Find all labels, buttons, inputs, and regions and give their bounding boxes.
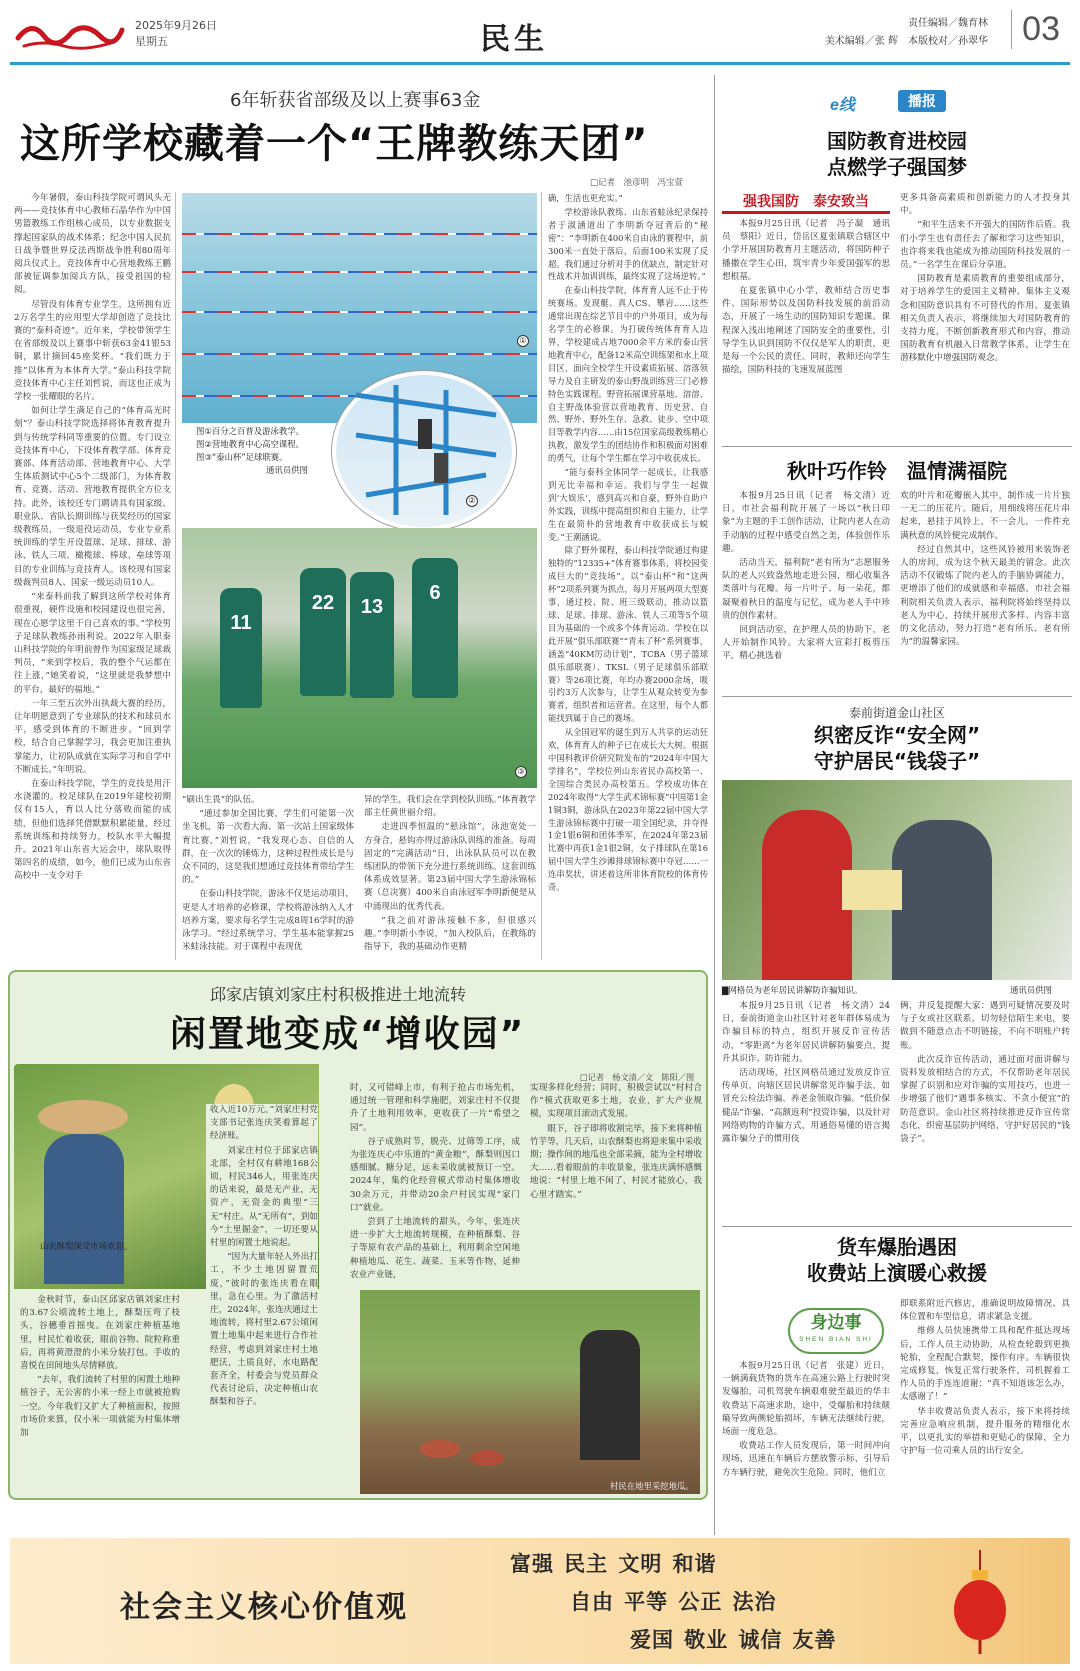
autumn-title: 秋叶巧作铃 温情满福院 [787, 459, 1007, 483]
player-4: 6 [412, 558, 458, 698]
rural-column-1-text: 收入近10万元。”刘家庄村党支部书记张连庆笑着算起了经济账。 刘家庄村位于邱家店镇北部，全村仅有耕地168公顷，村民346人，用张连庆的话来说，最是无产业，无资产，无资金的典型“三无”村庄。从“无所有”，到如今“土里掘金”，一切还要从村里的闲置土地说起。 “因为大量年轻人外出打工，不少土地因留置荒废，”彼时的张连庆看在眼里，急在心里。为了激活村庄，2024年，张连庆通过土地流转，将村里2.67公顷闲置土地集中起来进行合作社经营，考虑到刘家庄村土地肥沃，土质良好，水电路配套齐全，村委会与党员群众代表讨论后，决定种植山农酥梨和谷子。 [206, 1104, 318, 1289]
rural-title: 闲置地变成“增收园” [170, 1014, 526, 1055]
rural-byline: □记者 杨文清／文 陈阳／图 [580, 1072, 695, 1082]
truck-column-2: 即联系附近汽修店，准确说明故障情况、具体位置和车型信息，请求紧急支援。 维修人员快速携带工具和配件抵达现场后，工作人员主动协助，从检查轮毂到更换轮胎，全程配合默契，操作有序。车辆很快完成修复，恢复正常行驶条件，司机握着工作人员的手连连道谢：“真不知道该怎么办，太感谢了！” 华丰收费站负责人表示，接下来将持续完善应急响应机制，提升服务的精细化水平，以更扎实的举措和更贴心的保障，全力守护每一位司乘人员的出行安全。 [900, 1299, 1070, 1457]
photo-marker-3: ③ [515, 766, 527, 778]
section-name: 民生 [480, 22, 548, 57]
editor-line-2: 美术编辑／张 辉 本版校对／孙翠华 [824, 36, 988, 47]
autumn-column-2: 欢的叶片和花瓣嵌入其中，制作成一片片独一无二的压花片。随后，用细线将压花片串起来，悬挂于风铃上，不一会儿，一件件充满秋意的风铃便完成制作。 经过自然其中，这些风铃被用来装饰老人的房间，成为这个秋天最美的留念。此次活动不仅锻炼了院内老人的手脑协调能力，更增添了他们的成就感和幸福感。市社会福利院相关负责人表示，福利院将始终坚持以老人为中心，持续开展形式多样、内容丰富的文化活动，努力打造“老有所乐、老有所为”的温馨家园。 [900, 491, 1070, 648]
e-line-label: e线 [830, 97, 855, 114]
divider [722, 1226, 1072, 1227]
lantern-emblem-svg [950, 1550, 1010, 1654]
defense-banner: 强我国防 泰安致当 [722, 190, 890, 214]
lead-byline: □记者 池彦明 冯宝萱 [590, 178, 684, 188]
rural-column-3: 时，又可错峰上市，有利于抢占市场先机，通过统一管理和科学施肥，刘家庄村不仅提升了土地利用效率，更收获了一片“希望之园”。 谷子成熟时节，脱壳、过筛等工序，成为张连庆心中乐道的“黄金粮”，酥梨则因口感细腻、糖分足，远未采收就被预订一空。2024年，集约化经营模式带动村集体增收30余万元，并带动20余户村民实现“家门口”就业。 尝到了土地流转的甜头，今年，张连庆进一步扩大土地流转规模，在种植酥梨、谷子等原有农产品的基础上，利用剩余空闲地种植地瓜、花生、蔬菜、玉米等作物，延伸农业产业链， [350, 1083, 520, 1280]
divider [722, 446, 1072, 447]
issue-date: 2025年9月26日 [135, 19, 217, 32]
badge-pinyin: SHEN BIAN SHI [799, 1336, 873, 1343]
issue-weekday: 星期五 [135, 35, 168, 48]
page-number: 03 [1011, 10, 1060, 49]
photo-marker-1: ① [517, 335, 529, 347]
values-row-2: 自由 平等 公正 法治 [570, 1590, 777, 1614]
photo-high-ropes [332, 371, 516, 531]
sweet-potato [420, 1440, 460, 1458]
villager [580, 1330, 640, 1460]
lead-column-1: 今年暑假，泰山科技学院可谓风头无两——竞技体育中心教师石晶华作为中国男篮教练工作组核心成员，以专业数据支撑起国家队的战术体系；纪念中国人民抗日战争暨世界反法西斯战争胜利80周年阅兵仪式上，竞技体育中心营地教练王鹏部被征调参加阅兵方队，接受祖国的检阅。 尽管没有体育专业学生，这所拥有近2万名学生的应用型大学却创造了竞技比赛的“泰科奇迹”。近年来，学校带领学生在省部级及以上赛事中斩获63金41银53铜，累计摘回45座奖杯。“我们既力于推”以体育为本体育大学。”泰山科技学院竞技体育中心主任刘哲说，而这也正成为学校一张耀眼的名片。 如何让学生满足自己的“体育高光时刻”？泰山科技学院选择将体育教育提升到与传统学科同等重要的位置。专门设立竞技体育中心，下设体育教学部、体育竞赛部、体育活动部、营地教育中心、大学生体质测试中心5个二级部门，为体育教育、竞赛、活动、营地教育提供全方位支持。此外，该校还专门聘请具有国家级、职业队、省队长期训练与获奖经历的国家级教练员，一级退役运动员，专业专业系统训练的学生开设篮球、足球、排球、游泳、铁人三项、橄榄球、棒球、垒球等项目的专业训练与竞技育人。该校现有国家级裁判员8人、国家一级运动员10人。 “来泰科前我了解到这所学校对体育很重视，硬件设施和校园建设也很完善，现在心愿学这里干自己喜欢的事。”学校男子足球队教练孙雨利说。2022年入职泰山科技学院的年明前曾作为国家级足球裁判员，“来到学校后，我的整个气运都在往上涨，”她笑着说，“这里就是我梦想中的平台，最好的福地。” 一年三至五次外出执裁大赛的经历，让年明愿意到了专业球队的技术和球员水平，感受到体育的不断进步。“回到学校，结合自己掌握学习，我会更加注重执掌能力，让初队成就在实际学习和自学中不断成长。”年明说。 在泰山科技学院，学生的竞技是用汗水浇灌的。校足球队在2019年建校初期仅有15人，育以人比分落败而能的成绩，但他们选择凭借默默积累能量，经过系统训练和持续努力，校队水平大幅提升。2021年山东省大运会中，球队取得第四名的成绩，如今，他们已成为山东省高校中一支令对手 [14, 193, 171, 882]
rural-kicker: 邱家店镇刘家庄村积极推进土地流转 [210, 985, 467, 1004]
beside-you-badge [788, 1308, 884, 1354]
autumn-column-1: 本报9月25日讯（记者 杨文清）近日，市社会福利院开展了一场以“秋日印象”为主题的手工创作活动，让院内老人在动手动脑的过程中感受自然之美，体验创作乐趣。 活动当天，福利院“老有所为”志愿服务队的老人兴致盎然地走进公园，细心收集各类落叶与花瓣。每一片叶子、每一朵花，都凝聚着秋日的温度与记忆，成为老人手中珍贵的创作素材。 回到活动室，在护理人员的协助下，老人开始制作风铃。大家将大宣彩打板剪压平，精心挑选着 [722, 491, 890, 662]
paper-logo-brush [14, 12, 124, 52]
player-2: 22 [300, 568, 346, 696]
player-1: 11 [220, 588, 262, 708]
ropes-course-illustration [336, 375, 512, 527]
e-line-broadcast-logo [830, 90, 970, 114]
lead-column-4: 确，生活也更充实。” 学校游泳队教练、山东省蛙泳纪录保持者于淑涵道出了李明新夺冠背后的“秘密”：“李明新在400米自由泳的赛程中，前300米一直处于落后，后面100米实现了反超。我们通过分析对手的优缺点，制定针对性战术并加训训练，最终实现了这场逆转。” 在泰山科技学院，体育育人远不止于传统赛场。发现艇、真人CS、攀岩……这些通常出现在综艺节目中的户外项目，成为每名学生的必修课。为打破传统体育育人边界，学校建成占地7000余平方米的泰山营地教育中心，配备12米高空训练架和水上项目区，面向全校学生开设素质拓展、溶落领导力及自主研发的泰山野战训练营三门必修特色实践课程。野营拓展课营基地、溶溶、自主野战体验营以营地教育、历史营、自然、野外、野外生存、急救、徒步、空中项目等教学内容……由15位国家高级教练精心执教，激发学生的团结协作和积极面对困难的勇气，让每个学生都在学习中收获成长。 “能与泰科全体同学一起成长，让我感到无比幸福和幸运。我们与学生一起做到‘大娱乐’，感到高兴和自豪，野外自助户外实践，训练中提高组织和自主能力，让学生在最简朴的营地教育中收获成长与蜕变。”王潮涵说。 除了野外课程，泰山科技学院通过构建独特的“12335+”体育赛事体系，将校园变成巨大的“竞技场”。以“泰山杯”和“这两杯”2项系列赛为抓点，每月开展两项大型赛事，通过校、院、班三级联动，推动以篮球、足球、排球、游泳、铁人三项等5个项目为基础的一个或多个体育运动。学校在以此开展“俱乐部联赛”“青未了杯”系列赛事，涵盖“40KM厉动计划”，TCBA（男子篮球俱乐部联赛）、TKSL（男子足球俱乐部联赛）等26项比赛，年均办赛2000余场，吸引约3万人次参与，让学生从观众转变为参赛者，组织者和运营者。在这里，每个人都能找到属于自己的赛场。 从全国冠军的诞生到万人共享的运动狂欢，体育育人的种子已在成长大大树。根据中国科教评价研究院发布的“2024年中国大学排名”，学校位列山东省民办高校第一、全国综合类民办高校第五。学校成功体在2024年取得“大学生武术锦标赛”中国第1金1铜3铜，游泳队在2023年第22届中国大学生游泳锦标赛中打破一项全国纪录，并夺得1金1银6铜和团体季军，在2024年第23届比赛中再获1金1银2铜，女子排球队在第16届中国大学生沙滩排球锦标赛中夺冠……一连串奖状，讲述着这所非体育院校的体育传奇。 [548, 193, 708, 893]
rural-column-4: 实现多样化经营；同时，积极尝试以“村村合作”模式获取更多土地，农业，扩大产业规模，实现项目滚动式发展。 眼下，谷子即将收割完毕，接下来将种植竹芋等，几天后，山农酥梨也将迎来集中采收期；操作间的地瓜也全部采摘，能为全村增收大……看着眼前的丰收景象，张连庆满怀感慨地说：“村里上地不闲了，村民才能放心，我心里才踏实。” [530, 1083, 702, 1200]
divider [714, 75, 715, 1535]
resident [892, 820, 992, 980]
lead-column-3: 异的学生，我们会在学到校队训练。”体育教学部主任黄世丽介绍。 走进四季恒温的“悬泳馆”，泳池宽处一方身合，悬钩亦得过游泳队训练的准备。每周固定的“完满活动”日，出泳队队员可以在教练团队的带领下充分进行系统训练。这套训练体系成效显著。第23届中国大学生游泳锦标赛（总决赛）400米自由泳冠军李明新便是从中涌现出的优秀代表。 “我之前对游泳接触不多，但很感兴趣。”李明新小李说，“加入校队后，在教练的指导下，我的基础动作更精 [364, 795, 536, 953]
photo1-caption: 山农酥梨深受市场欢迎。 [40, 1241, 133, 1251]
player-3: 13 [350, 572, 394, 698]
fraud-column-1: 本报9月25日讯（记者 杨文清）24日，泰前街道金山社区针对老年群体易成为诈骗目标的特点，组织开展反诈宣传活动，“零距离”为老年居民讲解防骗要点，提升其识诈、防诈能力。 活动现场，社区网格员通过发放反诈宣传单页，向辖区居民讲解常见诈骗手法，如冒充公检法诈骗、养老金领取诈骗、“低价保健品”诈骗、“高额返利”投资诈骗，以及针对网络购物的诈骗方式，用通俗易懂的语言揭露诈骗分子的惯用伎 [722, 1001, 890, 1145]
photo-credit: 通讯员供图 [266, 465, 308, 475]
photo2-caption: 村民在地里采挖地瓜。 [610, 1481, 694, 1491]
editor-line-1: 责任编辑／魏育林 [908, 18, 988, 29]
lead-column-2: “刷出生畏”的队伍。 “通过参加全国比赛，学生们可能第一次坐飞机，第一次看大海、第一次站上国家级体育比赛，”刘哲说，“我发现心态、自信的人群，在一次次的锤炼力，这种过程性成长是与众不同的，这是我们想通过竞技体育带给学生的。” 在泰山科技学院，游泳不仅是运动项目，更是人才培养的必修课，学校将游泳纳入人才培养方案，要求每名学生完成8周16学时的游泳学习。“经过系统学习，学生基本能掌握25米蛙泳技能。对于课程中表现优 [182, 795, 354, 953]
lead-kicker: 6年斩获省部级及以上赛事63金 [230, 90, 481, 111]
leaflet [842, 870, 902, 910]
photo-sweet-potato-harvest [360, 1290, 700, 1494]
masthead-rule [10, 62, 1070, 65]
farmer-hat [38, 1100, 128, 1134]
rural-column-2: 金秋时节，泰山区邱家店镇刘家庄村的3.67公顷流转土地上，酥梨压弯了枝头，谷穗垂首摇曳。在刘家庄种植基地里，村民忙着收获，眼前谷物、院粒称重后，再将黄澄澄的小米分装打包。手收的喜悦在田间地头尽情释放。 “去年，我们流转了村里的闲置土地种植谷子，无公害的小米一经上市就被抢购一空。今年我们又扩大了种植面积，按照市场价来算，仅小米一项就能为村集体增加 [20, 1295, 180, 1439]
caption-photo-3: 图③“泰山杯”足球联赛。 [196, 452, 288, 462]
fraud-title: 织密反诈“安全网” 守护居民“钱袋子” [813, 723, 981, 773]
values-row-1: 富强 民主 文明 和谐 [510, 1552, 717, 1576]
divider [541, 192, 542, 960]
broadcast-label: 播报 [898, 90, 946, 112]
truck-title: 货车爆胎遇困 收费站上演暖心救援 [807, 1235, 987, 1285]
truck-column-1: 本报9月25日讯（记者 张建）近日，一辆满载货物的货车在高速公路上行驶时突发爆胎，司机驾驶车辆艰难驶至最近的华丰收费站下高速求助，途中，受爆胎和持续颠簸导致两侧轮胎损坏，车辆无法继续行驶，场面一度危急。 收费站工作人员发现后，第一时间冲向现场，迅速在车辆后方摆放警示标，引导后方车辆行驶，避免次生危险。同时，他们立 [722, 1361, 890, 1478]
defense-column-2: 更多具备高素质和创新能力的人才投身其中。 “和平生活来不开强大的国防作后盾。我们小学生也有责任去了解和学习这些知识，也许将来我也能成为推动国防科技发展的一员。”一名学生在课后分享道。 国防教育是素质教育的重要组成部分，对于培养学生的爱国主义精神、集体主义观念和国防意识具有不可替代的作用。夏张镇相关负责人表示，将继续加大对国防教育的支持力度，不断创新教育形式和内容，推动国防教育有机融入日常教学体系，让学生在潜移默化中增强国防观念。 [900, 193, 1070, 364]
lead-title: 这所学校藏着一个“王牌教练天团” [20, 121, 649, 167]
volunteer [762, 810, 852, 980]
values-row-3: 爱国 敬业 诚信 友善 [630, 1628, 837, 1652]
photo-anti-fraud [722, 780, 1072, 980]
photo-captions [196, 425, 346, 477]
paper-logo [14, 12, 124, 52]
fraud-column-2: 俩，并反复提醒大家：遇到可疑情况要及时与子女或社区联系，切勿轻信陌生来电，要做到不随意点击不明链接，不向不明账户转账。 此次反诈宣传活动，通过面对面讲解与资料发放相结合的方式，不仅帮助老年居民掌握了识别和应对诈骗的实用技巧，也进一步增强了他们“遇事多核实、不贪小便宜”的防范意识。金山社区将持续推进反诈宣传常态化，织密基层防护网络，守护好居民的“钱袋子”。 [900, 1001, 1070, 1145]
rural-story-box [8, 970, 708, 1500]
defense-title: 国防教育进校园 点燃学子强国梦 [827, 129, 967, 179]
defense-column-1: 本报9月25日讯（记者 冯子凝 通讯员 蔡阳）近日，岱岳区夏张镇联合辖区中小学开展国防教育月主题活动，将国防种子播撒在学生心田，筑牢青少年爱国强军的思想根基。 在夏张镇中心小学，教师结合历史事件、国际形势以及国防科技发展的前沿动态，开展了一场生动的国防知识专题课。课程深入浅出地阐述了国防安全的重要性，引导学生认识到国防不仅仅是军人的职责，更是每一个公民的责任。同时，教师还向学生描绘，国防科技的飞速发展蓝图 [722, 219, 890, 376]
lead-photo-group [182, 193, 537, 788]
photo-marker-2: ② [466, 495, 478, 507]
lantern-emblem-icon [950, 1550, 1010, 1654]
masthead [0, 0, 1080, 70]
photo-soccer-team [182, 528, 537, 788]
badge-text: 身边事 [810, 1313, 862, 1333]
fraud-photo-credit: 通讯员供图 [1010, 985, 1052, 995]
farmer-body [44, 1134, 124, 1284]
caption-photo-2: 图②营地教育中心高空课程。 [196, 439, 305, 449]
divider [175, 192, 176, 960]
divider [722, 696, 1072, 697]
core-values-banner [10, 1538, 1070, 1664]
caption-photo-1: 图①百分之百普及游泳教学。 [196, 426, 305, 436]
core-values-title: 社会主义核心价值观 [120, 1590, 408, 1625]
fraud-photo-caption: ▇网格员为老年居民讲解防诈骗知识。 [722, 985, 863, 995]
fraud-kicker: 泰前街道金山社区 [848, 706, 945, 720]
sweet-potato [470, 1450, 504, 1466]
